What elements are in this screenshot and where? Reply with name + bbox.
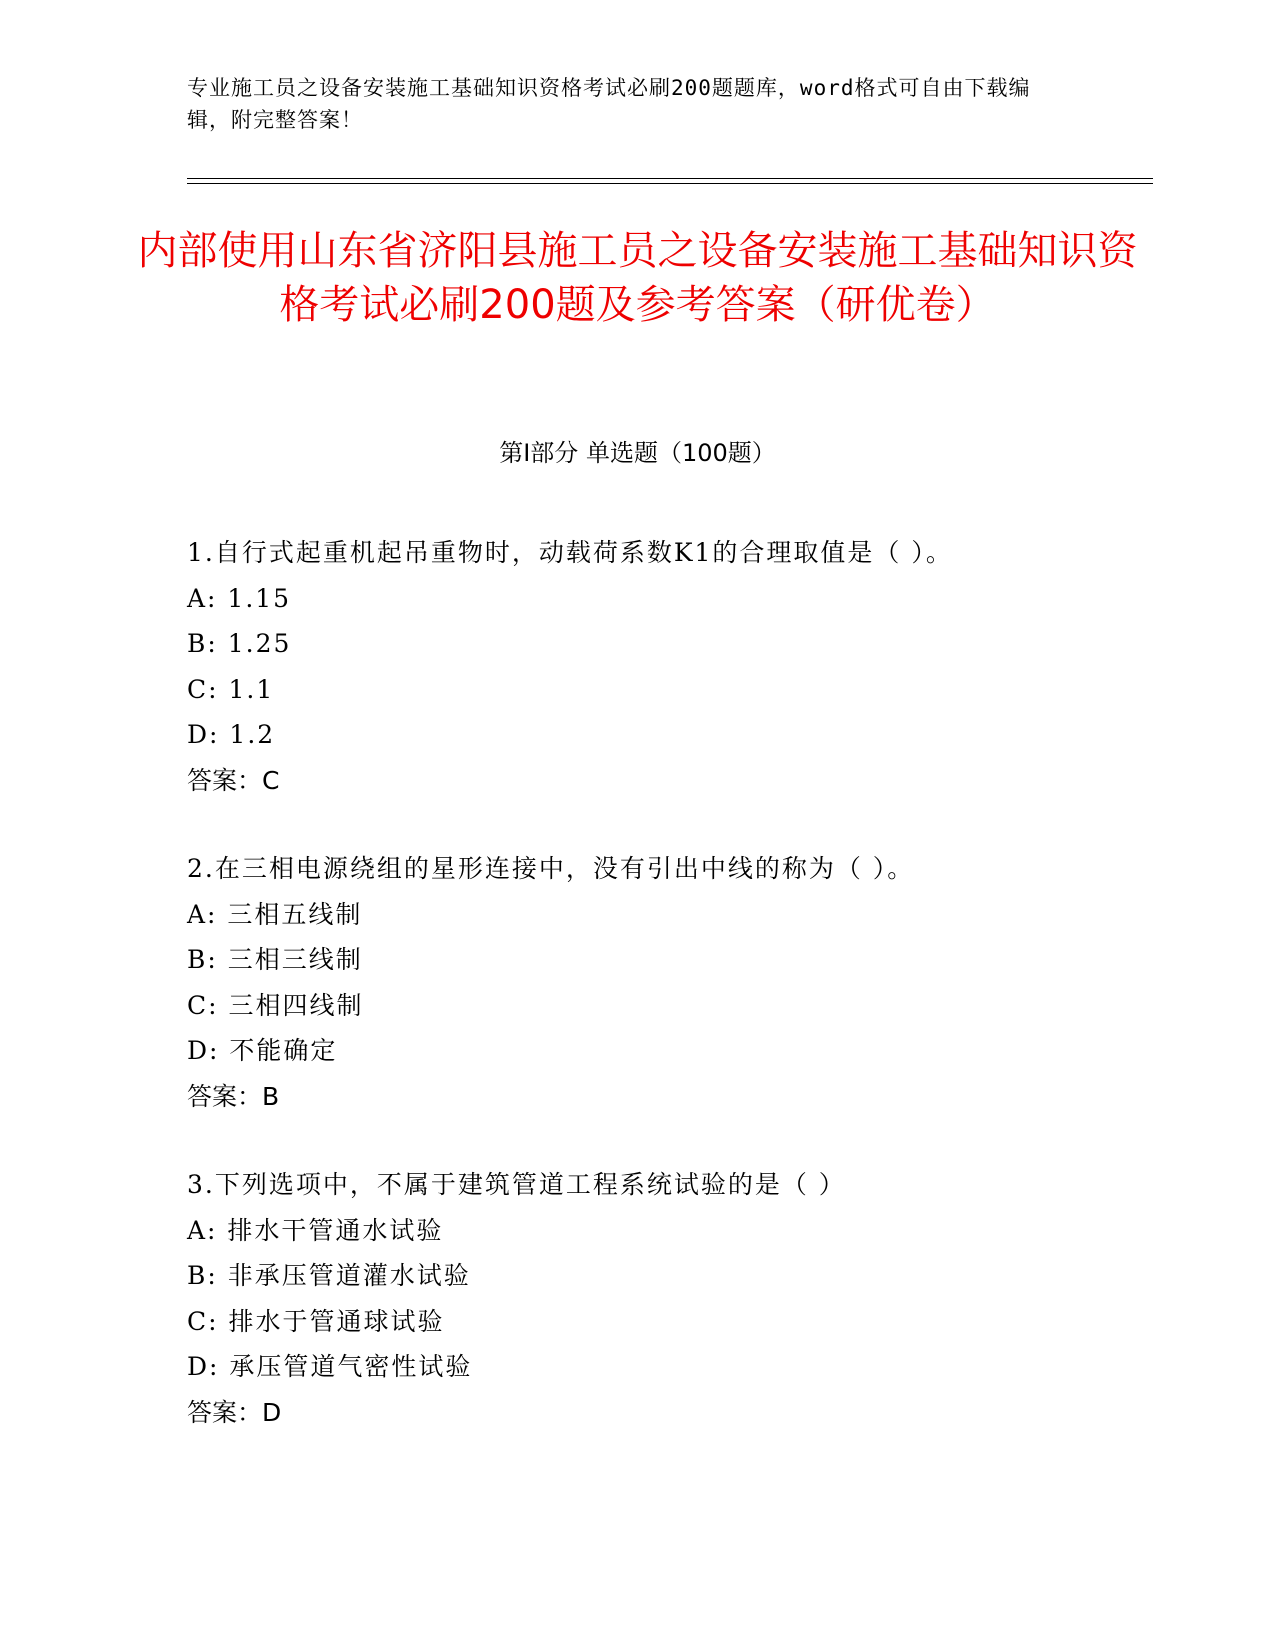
option-a: A: 排水干管通水试验 (187, 1215, 444, 1245)
option-d: D: 1.2 (187, 720, 276, 749)
option-b: B: 三相三线制 (187, 945, 363, 974)
question-list (187, 530, 1147, 1478)
question-item (187, 530, 1147, 803)
option-d: D: 承压管道气密性试验 (187, 1352, 473, 1381)
header-rule-bottom (187, 183, 1153, 184)
document-title: 内部使用山东省济阳县施工员之设备安装施工基础知识资格考试必刷200题及参考答案（研优卷） (137, 228, 1138, 328)
answer-line: 答案：C (187, 765, 280, 795)
question-stem: 2.在三相电源绕组的星形连接中，没有引出中线的称为（ ）。 (187, 854, 915, 883)
header-rule-top (187, 178, 1153, 179)
option-b: B: 非承压管道灌水试验 (187, 1261, 471, 1290)
option-a: A: 1.15 (187, 583, 292, 613)
answer-line: 答案：D (187, 1397, 282, 1427)
question-item (187, 1162, 1147, 1435)
answer-line: 答案：B (187, 1081, 280, 1111)
option-c: C: 排水于管通球试验 (187, 1306, 445, 1336)
option-a: A: 三相五线制 (187, 899, 363, 929)
option-c: C: 三相四线制 (187, 990, 364, 1020)
section-heading: 第Ⅰ部分 单选题（100题） (499, 439, 776, 467)
question-stem: 1.自行式起重机起吊重物时，动载荷系数K1的合理取值是（ ）。 (187, 538, 953, 567)
header-note: 专业施工员之设备安装施工基础知识资格考试必刷200题题库，word格式可自由下载编辑，附完整答案！ (187, 76, 1031, 132)
option-c: C: 1.1 (187, 674, 275, 704)
question-stem: 3.下列选项中，不属于建筑管道工程系统试验的是（ ） (187, 1170, 846, 1199)
option-b: B: 1.25 (187, 629, 292, 658)
question-item (187, 846, 1147, 1119)
option-d: D: 不能确定 (187, 1036, 338, 1065)
